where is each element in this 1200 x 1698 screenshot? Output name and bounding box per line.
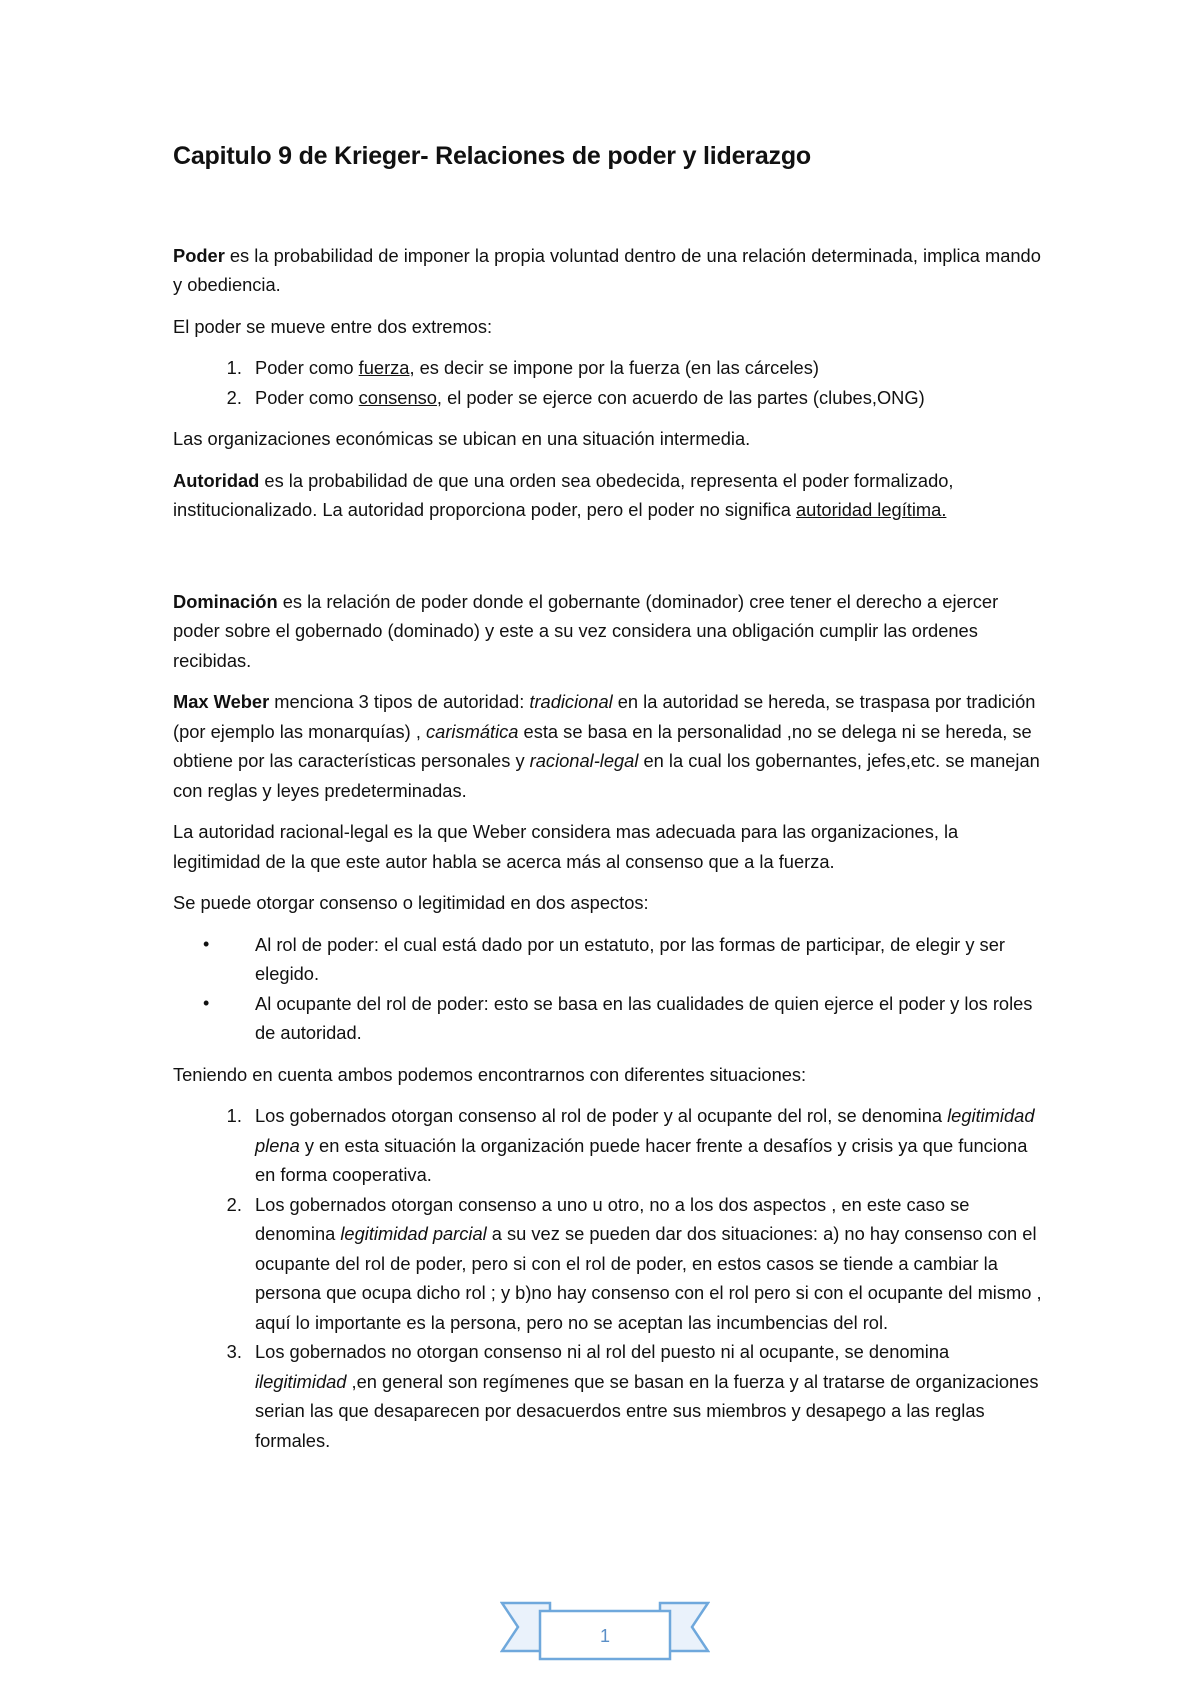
italic-term: legitimidad plena [255, 1105, 1035, 1156]
text-run: es la relación de poder donde el gobernante (dominador) cree tener el derecho a ejercer poder sobre el gobernado (dominado) y este a su vez considera una obligación cumplir las ordenes recibidas. [173, 590, 999, 671]
text-run: menciona 3 tipos de autoridad: [269, 691, 530, 712]
paragraph-poder [173, 241, 1043, 300]
list-item [247, 1337, 1043, 1455]
paragraph-consenso [173, 888, 1043, 918]
paragraph-dominacion [173, 587, 1043, 676]
text-run: La autoridad racional-legal es la que Weber considera mas adecuada para las organizaciones, la legitimidad de la que este autor habla se acerca más al consenso que a la fuerza. [173, 821, 959, 872]
text-run: Las organizaciones económicas se ubican en una situación intermedia. [173, 428, 751, 449]
text-run: Los gobernados otorgan consenso al rol de poder y al ocupante del rol, se denomina [255, 1105, 948, 1126]
spacer [173, 537, 1043, 587]
italic-term: carismática [426, 720, 519, 742]
document-page [173, 140, 1043, 1467]
italic-term: legitimidad parcial [340, 1223, 487, 1244]
text-run: Al ocupante del rol de poder: esto se basa en las cualidades de quien ejerce el poder y los roles de autoridad. [255, 992, 1033, 1043]
list-item [247, 1190, 1043, 1338]
page-number-badge [500, 1593, 710, 1665]
underlined-term: fuerza [358, 357, 410, 378]
text-run: Se puede otorgar consenso o legitimidad en dos aspectos: [173, 892, 649, 913]
paragraph-racional-legal [173, 817, 1043, 876]
text-run: Al rol de poder: el cual está dado por un estatuto, por las formas de participar, de elegir y ser elegido. [255, 933, 1005, 984]
list-item [247, 353, 1043, 383]
text-run: Poder como [255, 386, 359, 408]
text-run: El poder se mueve entre dos extremos: [173, 315, 493, 337]
paragraph-extremos [173, 312, 1043, 342]
list-item [247, 1101, 1043, 1190]
italic-term: racional-legal [529, 750, 639, 771]
text-run: es la probabilidad de que una orden sea obedecida, representa el poder formalizado, institucionalizado. La autoridad proporciona poder, pero el poder no significa [173, 469, 954, 520]
text-run: en la autoridad se hereda, se traspasa por tradición (por ejemplo las monarquías) , [173, 691, 1036, 742]
page-number: 1 [599, 1626, 611, 1646]
text-run: a su vez se pueden dar dos situaciones: a) no hay consenso con el ocupante del rol de poder, pero si con el rol de poder, en estos casos se tiende a cambiar la persona que ocupa dicho rol ; y b)no hay consenso con el rol pero si con el ocupante del mismo , aquí lo importante es la persona, pero no se aceptan las incumbencias del rol. [255, 1223, 1042, 1333]
paragraph-situaciones [173, 1060, 1043, 1090]
text-run: esta se basa en la personalidad ,no se delega ni se hereda, se obtiene por las características personales y [173, 720, 1032, 771]
text-run: Los gobernados no otorgan consenso ni al rol del puesto ni al ocupante, se denomina [255, 1341, 950, 1362]
text-run: en la cual los gobernantes, jefes,etc. se manejan con reglas y leyes predeterminadas. [173, 750, 1040, 801]
bold-term: Dominación [173, 590, 278, 612]
text-run: Los gobernados otorgan consenso a uno u otro, no a los dos aspectos , en este caso se denomina [255, 1193, 970, 1244]
bold-term: Max Weber [173, 691, 270, 712]
italic-term: ilegitimidad [255, 1370, 347, 1392]
underlined-term: autoridad legítima. [796, 499, 947, 520]
italic-term: tradicional [529, 691, 613, 712]
text-run: , es decir se impone por la fuerza (en las cárceles) [409, 357, 819, 378]
list-item [247, 930, 1043, 989]
text-run: , el poder se ejerce con acuerdo de las partes (clubes,ONG) [436, 386, 925, 408]
list-item [247, 383, 1043, 413]
paragraph-weber [173, 687, 1043, 805]
bold-term: Poder [173, 244, 225, 266]
paragraph-organizaciones [173, 424, 1043, 454]
text-run: Poder como [255, 357, 359, 378]
text-run: ,en general son regímenes que se basan en la fuerza y al tratarse de organizaciones serian las que desaparecen por desacuerdos entre sus miembros y desapego a las reglas formales. [255, 1370, 1039, 1451]
text-run: y en esta situación la organización puede hacer frente a desafíos y crisis ya que funciona en forma cooperativa. [255, 1134, 1028, 1185]
underlined-term: consenso [358, 386, 437, 408]
bold-term: Autoridad [173, 469, 260, 491]
text-run: Teniendo en cuenta ambos podemos encontrarnos con diferentes situaciones: [173, 1063, 807, 1085]
list-item [247, 989, 1043, 1048]
list-situaciones [173, 1101, 1043, 1455]
text-run: es la probabilidad de imponer la propia voluntad dentro de una relación determinada, implica mando y obediencia. [173, 244, 1041, 295]
list-extremos [173, 353, 1043, 412]
paragraph-autoridad [173, 466, 1043, 525]
list-aspectos [173, 930, 1043, 1048]
document-title: Capitulo 9 de Krieger- Relaciones de poder y liderazgo [173, 142, 811, 170]
